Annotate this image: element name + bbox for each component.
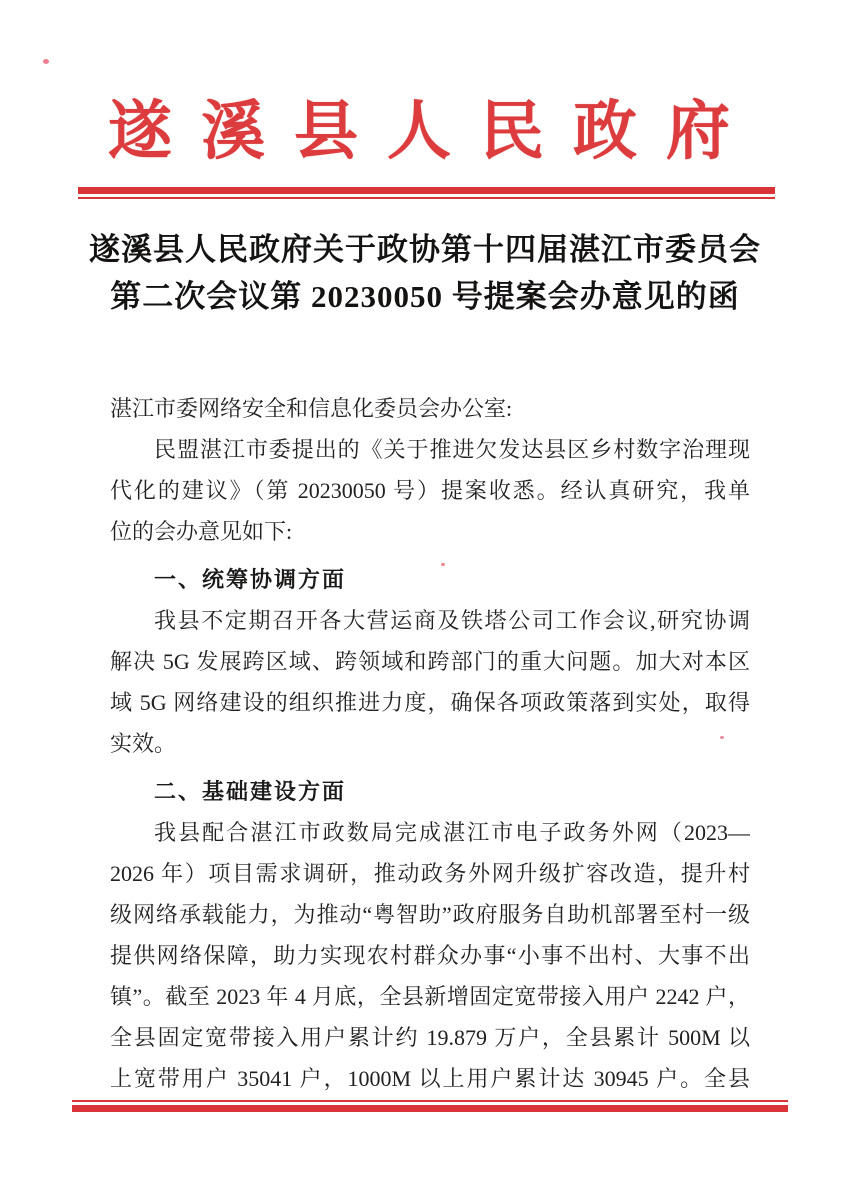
body-line: 我县配合湛江市政数局完成湛江市电子政务外网（2023—	[154, 820, 750, 845]
divider-thick-bar	[78, 187, 775, 194]
document-title	[55, 226, 795, 320]
letterhead-divider-rule	[78, 187, 775, 199]
divider-thin-bar	[78, 197, 775, 199]
document-body	[110, 388, 750, 1099]
body-line: 民盟湛江市委提出的《关于推进欠发达县区乡村数字治理现	[154, 437, 750, 462]
body-line: 实效。	[110, 731, 177, 756]
body-line: 上宽带用户 35041 户，1000M 以上用户累计达 30945 户。全县	[110, 1066, 750, 1091]
body-line: 全县固定宽带接入用户累计约 19.879 万户，全县累计 500M 以	[110, 1025, 750, 1050]
section-heading-1: 一、统筹协调方面	[154, 567, 347, 592]
body-line: 位的会办意见如下:	[110, 519, 293, 544]
document-title-line1: 遂溪县人民政府关于政协第十四届湛江市委员会	[89, 232, 761, 267]
document-title-line2: 第二次会议第 20230050 号提案会办意见的函	[110, 279, 740, 314]
recipient-line: 湛江市委网络安全和信息化委员会办公室:	[110, 396, 513, 421]
body-line: 域 5G 网络建设的组织推进力度，确保各项政策落到实处，取得	[110, 690, 750, 715]
divider-thin-bar	[72, 1100, 788, 1102]
body-line: 解决 5G 发展跨区域、跨领域和跨部门的重大问题。加大对本区	[110, 649, 750, 674]
agency-letterhead: 遂溪县人民政府	[108, 96, 759, 167]
body-line: 镇”。截至 2023 年 4 月底，全县新增固定宽带接入用户 2242 户，	[110, 984, 750, 1009]
body-line: 2026 年）项目需求调研，推动政务外网升级扩容改造，提升村	[110, 861, 750, 886]
scan-speck	[43, 59, 49, 64]
body-line: 代化的建议》（第 20230050 号）提案收悉。经认真研究，我单	[110, 478, 750, 503]
footer-divider-rule	[72, 1100, 788, 1112]
body-line: 我县不定期召开各大营运商及铁塔公司工作会议,研究协调	[154, 608, 750, 633]
body-line: 级网络承载能力，为推动“粤智助”政府服务自助机部署至村一级	[110, 902, 750, 927]
body-line: 提供网络保障，助力实现农村群众办事“小事不出村、大事不出	[110, 943, 750, 968]
divider-thick-bar	[72, 1105, 788, 1112]
section-heading-2: 二、基础建设方面	[154, 779, 347, 804]
